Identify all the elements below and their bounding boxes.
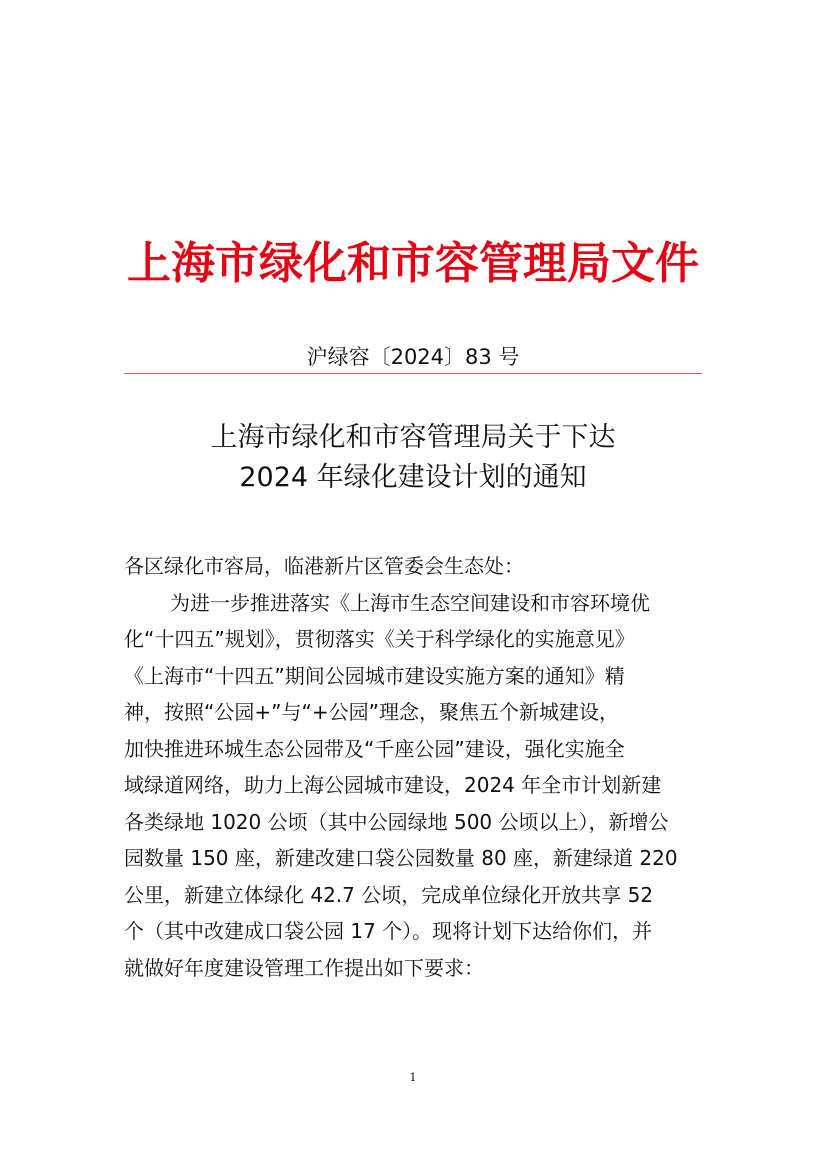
body-line: 神，按照“公园+”与“+公园”理念，聚焦五个新城建设， xyxy=(124,700,619,724)
body-line: 域绿道网络，助力上海公园城市建设，2024 年全市计划新建 xyxy=(124,773,662,797)
body-line: 加快推进环城生态公园带及“千座公园”建设，强化实施全 xyxy=(124,736,625,761)
body-line: 就做好年度建设管理工作提出如下要求： xyxy=(124,955,484,980)
body-line: 各类绿地 1020 公顷（其中公园绿地 500 公顷以上），新增公 xyxy=(124,809,669,834)
salutation: 各区绿化市容局，临港新片区管委会生态处： xyxy=(124,554,524,578)
notice-title xyxy=(0,418,826,498)
body-line: 为进一步推进落实《上海市生态空间建设和市容环境优 xyxy=(170,590,650,615)
document-body xyxy=(124,548,704,986)
page-number: 1 xyxy=(409,1071,417,1084)
document-header-title: 上海市绿化和市容管理局文件 xyxy=(127,238,699,289)
document-number: 沪绿容〔2024〕83 号 xyxy=(306,345,520,369)
body-line: 个（其中改建成口袋公园 17 个）。现将计划下达给你们，并 xyxy=(124,919,653,943)
notice-title-line-2: 2024 年绿化建设计划的通知 xyxy=(239,462,587,493)
header-divider xyxy=(124,373,702,374)
body-line: 公里，新建立体绿化 42.7 公顷，完成单位绿化开放共享 52 xyxy=(124,882,654,907)
body-line: 化“十四五”规划》，贯彻落实《关于科学绿化的实施意见》 xyxy=(124,627,635,651)
body-line: 《上海市“十四五”期间公园城市建设实施方案的通知》精 xyxy=(124,663,625,688)
body-line: 园数量 150 座，新建改建口袋公园数量 80 座，新建绿道 220 xyxy=(124,846,678,870)
notice-title-line-1: 上海市绿化和市容管理局关于下达 xyxy=(210,422,616,453)
